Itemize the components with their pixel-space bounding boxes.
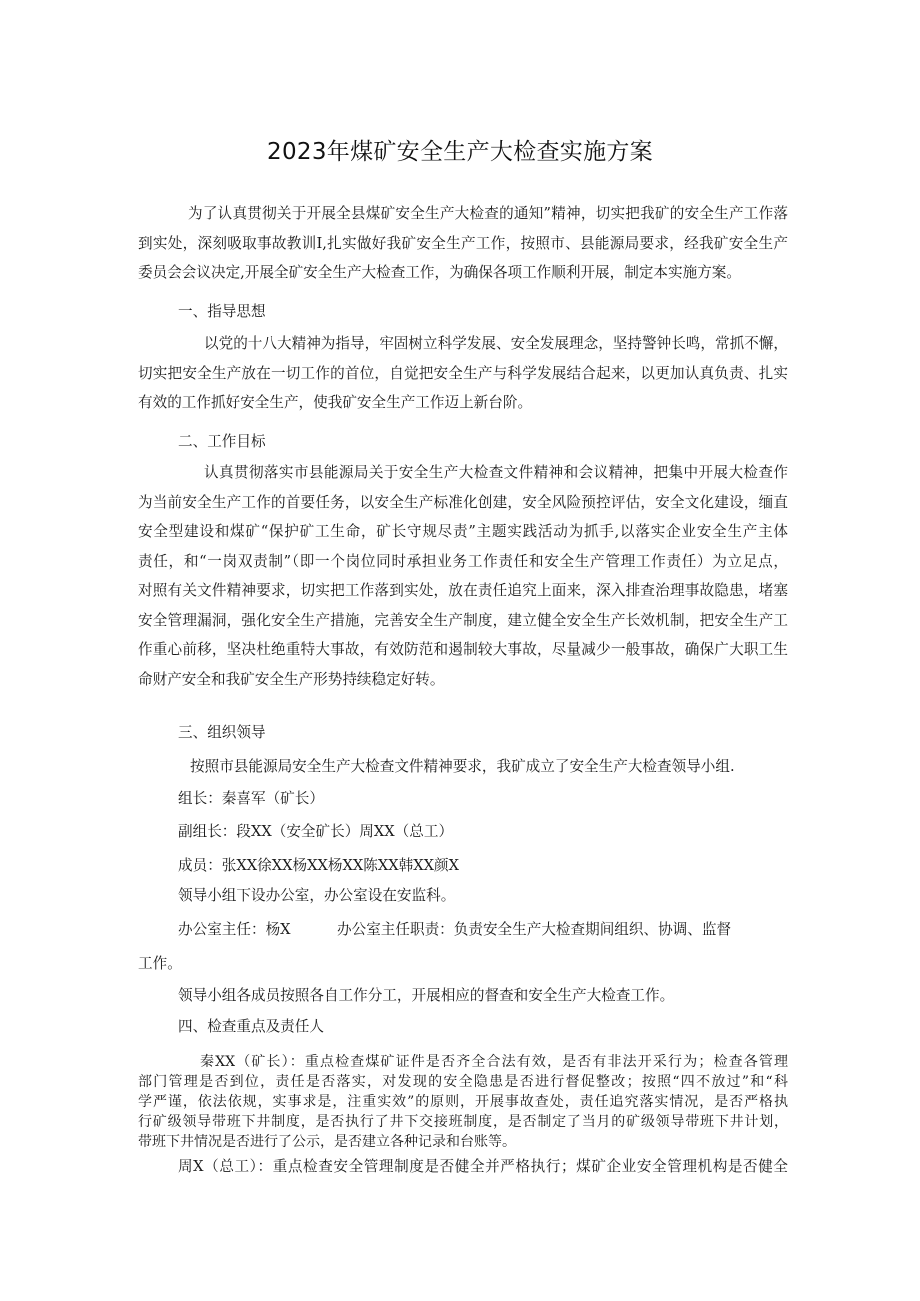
text-line: 有效的工作抓好安全生产，使我矿安全生产工作迈上新台阶。 bbox=[138, 394, 533, 411]
section-heading-2: 二、工作目标 bbox=[178, 433, 266, 450]
document-title: 2023年煤矿安全生产大检查实施方案 bbox=[267, 139, 653, 165]
inspection-paragraph-qin bbox=[138, 1052, 788, 1152]
section-heading-4: 四、检查重点及责任人 bbox=[178, 1018, 324, 1035]
section-heading-3: 三、组织领导 bbox=[178, 724, 266, 741]
office-note: 领导小组下设办公室，办公室设在安监科。 bbox=[178, 887, 456, 904]
text-line: 安全型建设和煤矿“保护矿工生命，矿长守规尽责”主题实践活动为抓手,以落实企业安全生产主体 bbox=[138, 523, 788, 540]
text-line: 为当前安全生产工作的首要任务，以安全生产标准化创建，安全风险预控评估，安全文化建设，缅直 bbox=[138, 493, 788, 511]
text-line: 委员会会议决定,开展全矿安全生产大检查工作，为确保各项工作顺利开展，制定本实施方案。 bbox=[138, 264, 741, 281]
text-line: 安全管理漏洞，强化安全生产措施，完善安全生产制度，建立健全安全生产长效机制，把安全生产工 bbox=[138, 611, 788, 629]
text-line: 秦XX（矿长）：重点检查煤矿证件是否齐全合法有效，是否有非法开采行为；检查各管理 bbox=[200, 1054, 788, 1070]
text-line: 命财产安全和我矿安全生产形势持续稳定好转。 bbox=[138, 670, 445, 688]
text-line: 以党的十八大精神为指导，牢固树立科学发展、安全发展理念，坚持警钟长鸣，常抓不懈， bbox=[204, 335, 788, 352]
text-line: 认真贯彻落实市县能源局关于安全生产大检查文件精神和会议精神，把集中开展大检查作 bbox=[204, 464, 788, 481]
text-line: 作重心前移，坚决杜绝重特大事故，有效防范和遏制较大事故，尽量减少一般事故，确保广大职工生 bbox=[138, 641, 788, 658]
text-line: 带班下井情况是否进行了公示，是否建立各种记录和台账等。 bbox=[138, 1134, 516, 1150]
office-director-duty: 办公室主任职责：负责安全生产大检查期间组织、协调、监督 bbox=[337, 921, 732, 938]
text-line: 到实处，深刻吸取事故教训I,扎实做好我矿安全生产工作，按照市、县能源局要求，经我矿安全生产 bbox=[138, 234, 788, 252]
text-line: 责任，和“一岗双责制”（即一个岗位同时承担业务工作责任和安全生产管理工作责任）为立足点， bbox=[138, 552, 788, 570]
text-line: 学严谨，依法依规，实事求是，注重实效”的原则，开展事故查处，责任追究落实情况，是否严格执 bbox=[138, 1094, 788, 1110]
organization-paragraph: 按照市县能源局安全生产大检查文件精神要求，我矿成立了安全生产大检查领导小组. bbox=[190, 758, 735, 775]
text-line: 行矿级领导带班下井制度，是否执行了井下交接班制度，是否制定了当月的矿级领导带班下井计划， bbox=[138, 1114, 788, 1130]
office-director-duty-continued: 工作。 bbox=[138, 955, 182, 972]
text-line: 周X（总工）：重点检查安全管理制度是否健全并严格执行；煤矿企业安全管理机构是否健全 bbox=[178, 1158, 788, 1175]
deputy-leaders: 副组长：段XX（安全矿长）周XX（总工） bbox=[178, 823, 454, 840]
group-members: 成员：张XX徐XX杨XX杨XX陈XX韩XX颜X bbox=[178, 857, 460, 874]
goals-paragraph bbox=[138, 458, 788, 694]
inspection-paragraph-zhou bbox=[138, 1152, 788, 1182]
text-line: 切实把安全生产放在一切工作的首位，自觉把安全生产与科学发展结合起来，以更加认真负责、扎实 bbox=[138, 364, 788, 382]
text-line: 部门管理是否到位，责任是否落实，对发现的安全隐患是否进行督促整改；按照“四不放过”和“科 bbox=[138, 1074, 788, 1090]
text-line: 对照有关文件精神要求，切实把工作落到实处，放在责任追究上面来，深入排查治理事故隐患，堵塞 bbox=[138, 582, 788, 599]
text-line: 为了认真贯彻关于开展全县煤矿安全生产大检查的通知”精神，切实把我矿的安全生产工作落 bbox=[188, 205, 788, 222]
intro-paragraph bbox=[138, 199, 788, 288]
section-heading-1: 一、指导思想 bbox=[178, 303, 266, 320]
group-leader: 组长：秦喜军（矿长） bbox=[178, 790, 324, 807]
group-work-note: 领导小组各成员按照各自工作分工，开展相应的督查和安全生产大检查工作。 bbox=[178, 987, 675, 1004]
office-director: 办公室主任：杨X bbox=[178, 921, 291, 938]
guiding-paragraph bbox=[138, 329, 788, 418]
